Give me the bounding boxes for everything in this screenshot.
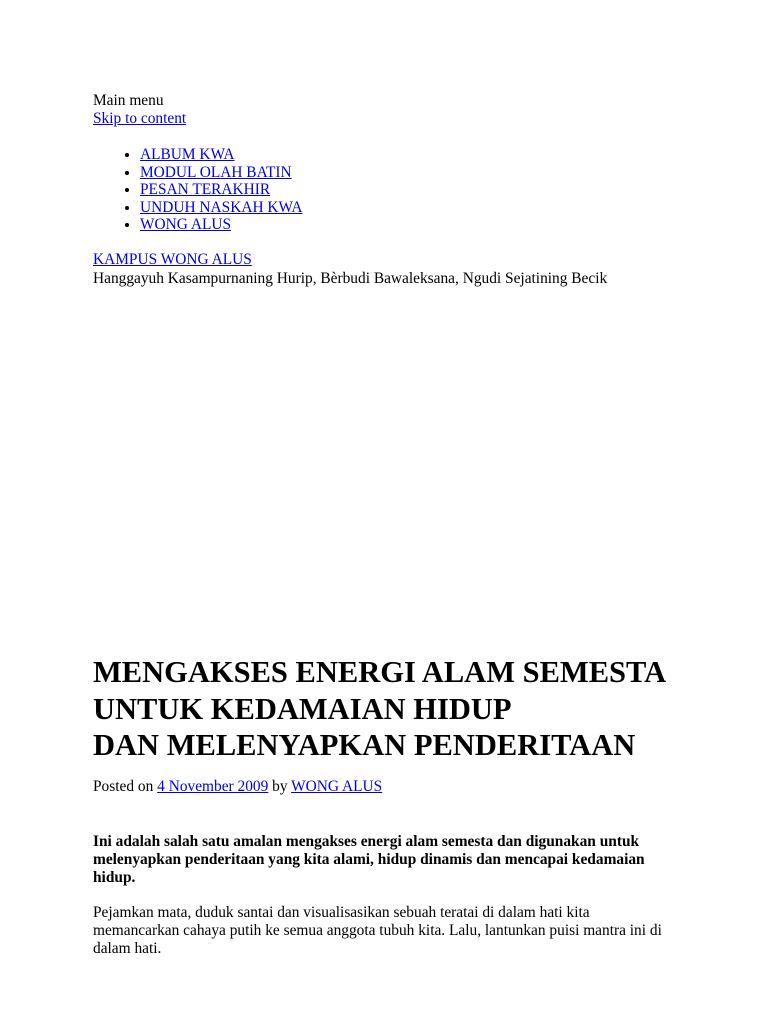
site-branding (93, 251, 607, 288)
posted-on-label: Posted on (93, 778, 154, 795)
by-label: by (272, 778, 288, 795)
menu-link-pesan-terakhir[interactable]: PESAN TERAKHIR (140, 181, 271, 198)
post-date-link[interactable]: 4 November 2009 (157, 778, 269, 795)
article-title-line: DAN MELENYAPKAN PENDERITAAN (93, 728, 636, 762)
menu-link-album-kwa[interactable]: ALBUM KWA (140, 146, 235, 163)
body-paragraph: Pejamkan mata, duduk santai dan visualisasikan sebuah teratai di dalam hati kita memancarkan cahaya putih ke semua anggota tubuh kita. Lalu, lantunkan puisi mantra ini di dalam hati. (93, 904, 662, 957)
intro-paragraph: Ini adalah salah satu amalan mengakses energi alam semesta dan digunakan untuk melenyapkan penderitaan yang kita alami, hidup dinamis dan mencapai kedamaian hidup. (93, 833, 645, 886)
menu-item-modul-olah-batin (140, 164, 302, 182)
primary-menu (93, 146, 302, 234)
skip-link-wrapper (93, 110, 186, 128)
article-title-line: UNTUK KEDAMAIAN HIDUP (93, 691, 512, 726)
menu-item-album-kwa (140, 146, 302, 164)
main-menu-label: Main menu (93, 92, 164, 109)
article-title-line: MENGAKSES ENERGI ALAM SEMESTA (93, 655, 667, 689)
site-title-link[interactable]: KAMPUS WONG ALUS (93, 251, 252, 268)
site-tagline: Hanggayuh Kasampurnaning Hurip, Bèrbudi Bawaleksana, Ngudi Sejatining Becik (93, 269, 608, 287)
article-content (93, 833, 679, 958)
article-meta (93, 778, 382, 796)
menu-link-unduh-naskah-kwa[interactable]: UNDUH NASKAH KWA (140, 198, 303, 216)
menu-item-wong-alus (140, 216, 302, 234)
menu-item-unduh-naskah-kwa (140, 199, 302, 217)
site-navigation (93, 92, 186, 128)
menu-link-modul-olah-batin[interactable]: MODUL OLAH BATIN (140, 163, 292, 181)
skip-to-content-link[interactable]: Skip to content (93, 109, 187, 127)
menu-link-wong-alus[interactable]: WONG ALUS (140, 216, 232, 233)
article-title (93, 654, 666, 764)
site-title-wrapper (93, 251, 607, 269)
menu-item-pesan-terakhir (140, 181, 302, 199)
author-link[interactable]: WONG ALUS (291, 778, 383, 795)
